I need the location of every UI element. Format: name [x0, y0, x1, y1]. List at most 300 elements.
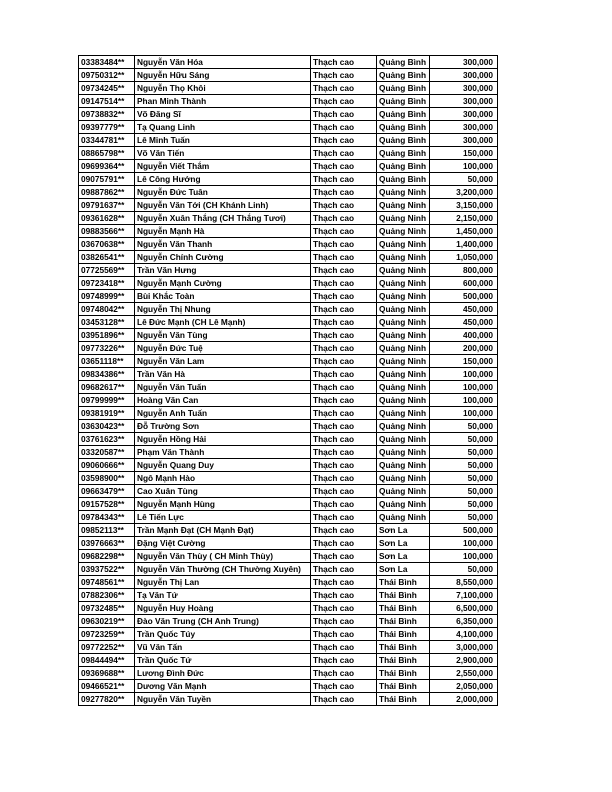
- name-cell: Lê Công Hướng: [135, 173, 311, 186]
- amount-cell: 50,000: [430, 563, 498, 576]
- name-cell: Nguyễn Văn Hóa: [135, 56, 311, 69]
- table-row: [79, 186, 498, 199]
- phone-cell: 09369688**: [79, 667, 135, 680]
- product-cell: Thạch cao: [311, 329, 377, 342]
- name-cell: Trần Mạnh Đạt (CH Mạnh Đạt): [135, 524, 311, 537]
- phone-cell: 09844494**: [79, 654, 135, 667]
- province-cell: Quảng Ninh: [377, 277, 430, 290]
- amount-cell: 300,000: [430, 56, 498, 69]
- phone-cell: 03598900**: [79, 472, 135, 485]
- amount-cell: 300,000: [430, 121, 498, 134]
- name-cell: Nguyễn Viết Thắm: [135, 160, 311, 173]
- amount-cell: 100,000: [430, 394, 498, 407]
- amount-cell: 300,000: [430, 134, 498, 147]
- product-cell: Thạch cao: [311, 641, 377, 654]
- product-cell: Thạch cao: [311, 615, 377, 628]
- name-cell: Lê Đức Mạnh (CH Lê Mạnh): [135, 316, 311, 329]
- table-row: [79, 381, 498, 394]
- name-cell: Nguyễn Văn Thùy ( CH Minh Thùy): [135, 550, 311, 563]
- amount-cell: 3,200,000: [430, 186, 498, 199]
- amount-cell: 3,000,000: [430, 641, 498, 654]
- table-row: [79, 589, 498, 602]
- amount-cell: 450,000: [430, 303, 498, 316]
- table-row: [79, 238, 498, 251]
- amount-cell: 1,450,000: [430, 225, 498, 238]
- phone-cell: 03453128**: [79, 316, 135, 329]
- name-cell: Trần Văn Hưng: [135, 264, 311, 277]
- phone-cell: 09887862**: [79, 186, 135, 199]
- name-cell: Nguyễn Hữu Sáng: [135, 69, 311, 82]
- name-cell: Nguyễn Quang Duy: [135, 459, 311, 472]
- product-cell: Thạch cao: [311, 56, 377, 69]
- amount-cell: 2,900,000: [430, 654, 498, 667]
- amount-cell: 50,000: [430, 459, 498, 472]
- name-cell: Trần Quốc Túy: [135, 628, 311, 641]
- name-cell: Nguyễn Xuân Thắng (CH Thắng Tươi): [135, 212, 311, 225]
- amount-cell: 4,100,000: [430, 628, 498, 641]
- province-cell: Thái Bình: [377, 589, 430, 602]
- table-row: [79, 82, 498, 95]
- name-cell: Lê Tiến Lực: [135, 511, 311, 524]
- amount-cell: 2,150,000: [430, 212, 498, 225]
- product-cell: Thạch cao: [311, 225, 377, 238]
- name-cell: Nguyễn Văn Lam: [135, 355, 311, 368]
- amount-cell: 800,000: [430, 264, 498, 277]
- province-cell: Quảng Ninh: [377, 238, 430, 251]
- province-cell: Thái Bình: [377, 602, 430, 615]
- province-cell: Quảng Ninh: [377, 264, 430, 277]
- name-cell: Phan Minh Thành: [135, 95, 311, 108]
- table-row: [79, 485, 498, 498]
- name-cell: Nguyễn Anh Tuấn: [135, 407, 311, 420]
- province-cell: Quảng Ninh: [377, 355, 430, 368]
- phone-cell: 09663479**: [79, 485, 135, 498]
- name-cell: Nguyễn Văn Thường (CH Thường Xuyên): [135, 563, 311, 576]
- product-cell: Thạch cao: [311, 628, 377, 641]
- phone-cell: 09738832**: [79, 108, 135, 121]
- table-row: [79, 264, 498, 277]
- table-row: [79, 316, 498, 329]
- phone-cell: 03976663**: [79, 537, 135, 550]
- province-cell: Thái Bình: [377, 667, 430, 680]
- table-row: [79, 394, 498, 407]
- name-cell: Nguyễn Văn Tới (CH Khánh Linh): [135, 199, 311, 212]
- phone-cell: 07725569**: [79, 264, 135, 277]
- phone-cell: 09723418**: [79, 277, 135, 290]
- product-cell: Thạch cao: [311, 355, 377, 368]
- phone-cell: 09750312**: [79, 69, 135, 82]
- phone-cell: 03826541**: [79, 251, 135, 264]
- table-row: [79, 160, 498, 173]
- name-cell: Phạm Văn Thành: [135, 446, 311, 459]
- phone-cell: 09682617**: [79, 381, 135, 394]
- amount-cell: 600,000: [430, 277, 498, 290]
- province-cell: Quảng Ninh: [377, 290, 430, 303]
- phone-cell: 03951896**: [79, 329, 135, 342]
- amount-cell: 100,000: [430, 160, 498, 173]
- product-cell: Thạch cao: [311, 407, 377, 420]
- phone-cell: 09381919**: [79, 407, 135, 420]
- table-row: [79, 212, 498, 225]
- phone-cell: 07882306**: [79, 589, 135, 602]
- province-cell: Quảng Ninh: [377, 381, 430, 394]
- table-row: [79, 355, 498, 368]
- phone-cell: 09834386**: [79, 368, 135, 381]
- province-cell: Quảng Ninh: [377, 498, 430, 511]
- name-cell: Nguyễn Thị Lan: [135, 576, 311, 589]
- product-cell: Thạch cao: [311, 160, 377, 173]
- product-cell: Thạch cao: [311, 433, 377, 446]
- amount-cell: 50,000: [430, 485, 498, 498]
- province-cell: Quảng Bình: [377, 147, 430, 160]
- name-cell: Tạ Văn Tứ: [135, 589, 311, 602]
- name-cell: Nguyễn Văn Tuấn: [135, 381, 311, 394]
- amount-cell: 2,550,000: [430, 667, 498, 680]
- amount-cell: 2,000,000: [430, 693, 498, 706]
- province-cell: Quảng Ninh: [377, 446, 430, 459]
- table-row: [79, 498, 498, 511]
- table-row: [79, 290, 498, 303]
- amount-cell: 50,000: [430, 498, 498, 511]
- product-cell: Thạch cao: [311, 316, 377, 329]
- province-cell: Quảng Bình: [377, 173, 430, 186]
- product-cell: Thạch cao: [311, 680, 377, 693]
- amount-cell: 300,000: [430, 82, 498, 95]
- province-cell: Quảng Ninh: [377, 472, 430, 485]
- product-cell: Thạch cao: [311, 602, 377, 615]
- product-cell: Thạch cao: [311, 69, 377, 82]
- table-row: [79, 56, 498, 69]
- amount-cell: 100,000: [430, 407, 498, 420]
- province-cell: Sơn La: [377, 524, 430, 537]
- province-cell: Quảng Ninh: [377, 329, 430, 342]
- product-cell: Thạch cao: [311, 472, 377, 485]
- province-cell: Quảng Bình: [377, 160, 430, 173]
- amount-cell: 6,350,000: [430, 615, 498, 628]
- name-cell: Trần Quốc Tứ: [135, 654, 311, 667]
- product-cell: Thạch cao: [311, 264, 377, 277]
- table-row: [79, 446, 498, 459]
- phone-cell: 09734245**: [79, 82, 135, 95]
- amount-cell: 100,000: [430, 537, 498, 550]
- product-cell: Thạch cao: [311, 576, 377, 589]
- phone-cell: 03344781**: [79, 134, 135, 147]
- province-cell: Quảng Ninh: [377, 459, 430, 472]
- product-cell: Thạch cao: [311, 667, 377, 680]
- phone-cell: 09784343**: [79, 511, 135, 524]
- province-cell: Thái Bình: [377, 680, 430, 693]
- table-row: [79, 693, 498, 706]
- phone-cell: 03651118**: [79, 355, 135, 368]
- name-cell: Nguyễn Mạnh Hùng: [135, 498, 311, 511]
- table-row: [79, 134, 498, 147]
- name-cell: Đào Văn Trung (CH Anh Trung): [135, 615, 311, 628]
- amount-cell: 50,000: [430, 433, 498, 446]
- product-cell: Thạch cao: [311, 446, 377, 459]
- phone-cell: 09277820**: [79, 693, 135, 706]
- product-cell: Thạch cao: [311, 186, 377, 199]
- province-cell: Quảng Bình: [377, 121, 430, 134]
- phone-cell: 09682298**: [79, 550, 135, 563]
- table-row: [79, 277, 498, 290]
- winners-table: [78, 55, 498, 706]
- amount-cell: 100,000: [430, 550, 498, 563]
- name-cell: Võ Văn Tiến: [135, 147, 311, 160]
- amount-cell: 6,500,000: [430, 602, 498, 615]
- amount-cell: 8,550,000: [430, 576, 498, 589]
- table-row: [79, 602, 498, 615]
- table-row: [79, 303, 498, 316]
- province-cell: Quảng Bình: [377, 69, 430, 82]
- phone-cell: 03320587**: [79, 446, 135, 459]
- table-row: [79, 108, 498, 121]
- province-cell: Quảng Ninh: [377, 342, 430, 355]
- product-cell: Thạch cao: [311, 420, 377, 433]
- product-cell: Thạch cao: [311, 173, 377, 186]
- table-row: [79, 69, 498, 82]
- product-cell: Thạch cao: [311, 537, 377, 550]
- table-row: [79, 667, 498, 680]
- product-cell: Thạch cao: [311, 368, 377, 381]
- amount-cell: 2,050,000: [430, 680, 498, 693]
- amount-cell: 300,000: [430, 95, 498, 108]
- product-cell: Thạch cao: [311, 82, 377, 95]
- table-row: [79, 251, 498, 264]
- amount-cell: 150,000: [430, 355, 498, 368]
- product-cell: Thạch cao: [311, 498, 377, 511]
- phone-cell: 09748561**: [79, 576, 135, 589]
- product-cell: Thạch cao: [311, 342, 377, 355]
- name-cell: Nguyễn Huy Hoàng: [135, 602, 311, 615]
- table-row: [79, 147, 498, 160]
- province-cell: Quảng Bình: [377, 134, 430, 147]
- province-cell: Quảng Ninh: [377, 199, 430, 212]
- name-cell: Nguyễn Hồng Hải: [135, 433, 311, 446]
- name-cell: Nguyễn Mạnh Hà: [135, 225, 311, 238]
- province-cell: Sơn La: [377, 537, 430, 550]
- product-cell: Thạch cao: [311, 108, 377, 121]
- amount-cell: 50,000: [430, 173, 498, 186]
- province-cell: Thái Bình: [377, 693, 430, 706]
- amount-cell: 300,000: [430, 108, 498, 121]
- product-cell: Thạch cao: [311, 459, 377, 472]
- phone-cell: 09883566**: [79, 225, 135, 238]
- table-row: [79, 563, 498, 576]
- province-cell: Thái Bình: [377, 654, 430, 667]
- province-cell: Thái Bình: [377, 615, 430, 628]
- table-row: [79, 407, 498, 420]
- province-cell: Sơn La: [377, 563, 430, 576]
- name-cell: Dương Văn Mạnh: [135, 680, 311, 693]
- table-row: [79, 368, 498, 381]
- product-cell: Thạch cao: [311, 485, 377, 498]
- product-cell: Thạch cao: [311, 199, 377, 212]
- name-cell: Nguyễn Văn Thanh: [135, 238, 311, 251]
- product-cell: Thạch cao: [311, 303, 377, 316]
- phone-cell: 03761623**: [79, 433, 135, 446]
- name-cell: Cao Xuân Tùng: [135, 485, 311, 498]
- name-cell: Đặng Việt Cường: [135, 537, 311, 550]
- table-row: [79, 524, 498, 537]
- amount-cell: 100,000: [430, 368, 498, 381]
- name-cell: Trần Văn Hà: [135, 368, 311, 381]
- table-row: [79, 199, 498, 212]
- phone-cell: 03383484**: [79, 56, 135, 69]
- amount-cell: 3,150,000: [430, 199, 498, 212]
- product-cell: Thạch cao: [311, 212, 377, 225]
- name-cell: Nguyễn Đức Tuân: [135, 186, 311, 199]
- product-cell: Thạch cao: [311, 121, 377, 134]
- table-row: [79, 550, 498, 563]
- province-cell: Thái Bình: [377, 641, 430, 654]
- table-row: [79, 641, 498, 654]
- product-cell: Thạch cao: [311, 238, 377, 251]
- product-cell: Thạch cao: [311, 147, 377, 160]
- amount-cell: 1,050,000: [430, 251, 498, 264]
- product-cell: Thạch cao: [311, 511, 377, 524]
- amount-cell: 7,100,000: [430, 589, 498, 602]
- phone-cell: 09773226**: [79, 342, 135, 355]
- province-cell: Quảng Ninh: [377, 420, 430, 433]
- amount-cell: 50,000: [430, 472, 498, 485]
- table-row: [79, 615, 498, 628]
- phone-cell: 09748042**: [79, 303, 135, 316]
- phone-cell: 09732485**: [79, 602, 135, 615]
- phone-cell: 09060666**: [79, 459, 135, 472]
- product-cell: Thạch cao: [311, 290, 377, 303]
- product-cell: Thạch cao: [311, 134, 377, 147]
- table-body: [79, 56, 498, 706]
- phone-cell: 03630423**: [79, 420, 135, 433]
- amount-cell: 400,000: [430, 329, 498, 342]
- name-cell: Nguyễn Thọ Khôi: [135, 82, 311, 95]
- name-cell: Đỗ Trường Sơn: [135, 420, 311, 433]
- province-cell: Quảng Ninh: [377, 316, 430, 329]
- table-row: [79, 420, 498, 433]
- amount-cell: 150,000: [430, 147, 498, 160]
- table-row: [79, 95, 498, 108]
- province-cell: Thái Bình: [377, 628, 430, 641]
- province-cell: Quảng Ninh: [377, 186, 430, 199]
- table-row: [79, 329, 498, 342]
- product-cell: Thạch cao: [311, 394, 377, 407]
- table-row: [79, 459, 498, 472]
- amount-cell: 50,000: [430, 420, 498, 433]
- phone-cell: 09397779**: [79, 121, 135, 134]
- name-cell: Tạ Quang Linh: [135, 121, 311, 134]
- name-cell: Nguyễn Chính Cường: [135, 251, 311, 264]
- province-cell: Quảng Ninh: [377, 407, 430, 420]
- amount-cell: 500,000: [430, 290, 498, 303]
- document-page: [78, 55, 497, 706]
- phone-cell: 09466521**: [79, 680, 135, 693]
- name-cell: Nguyễn Văn Tùng: [135, 329, 311, 342]
- phone-cell: 09157528**: [79, 498, 135, 511]
- product-cell: Thạch cao: [311, 654, 377, 667]
- name-cell: Bùi Khắc Toàn: [135, 290, 311, 303]
- province-cell: Quảng Ninh: [377, 368, 430, 381]
- amount-cell: 50,000: [430, 511, 498, 524]
- table-row: [79, 121, 498, 134]
- phone-cell: 09852113**: [79, 524, 135, 537]
- product-cell: Thạch cao: [311, 693, 377, 706]
- phone-cell: 09630219**: [79, 615, 135, 628]
- name-cell: Nguyễn Thị Nhung: [135, 303, 311, 316]
- product-cell: Thạch cao: [311, 277, 377, 290]
- product-cell: Thạch cao: [311, 550, 377, 563]
- amount-cell: 200,000: [430, 342, 498, 355]
- phone-cell: 09748999**: [79, 290, 135, 303]
- phone-cell: 09791637**: [79, 199, 135, 212]
- phone-cell: 09361628**: [79, 212, 135, 225]
- table-row: [79, 576, 498, 589]
- name-cell: Nguyễn Văn Tuyền: [135, 693, 311, 706]
- amount-cell: 50,000: [430, 446, 498, 459]
- province-cell: Quảng Ninh: [377, 433, 430, 446]
- phone-cell: 09799999**: [79, 394, 135, 407]
- table-row: [79, 537, 498, 550]
- province-cell: Quảng Ninh: [377, 212, 430, 225]
- phone-cell: 08865798**: [79, 147, 135, 160]
- amount-cell: 450,000: [430, 316, 498, 329]
- name-cell: Vũ Văn Tấn: [135, 641, 311, 654]
- province-cell: Quảng Bình: [377, 95, 430, 108]
- name-cell: Hoàng Văn Can: [135, 394, 311, 407]
- table-row: [79, 511, 498, 524]
- table-row: [79, 173, 498, 186]
- province-cell: Quảng Ninh: [377, 511, 430, 524]
- product-cell: Thạch cao: [311, 251, 377, 264]
- province-cell: Quảng Ninh: [377, 485, 430, 498]
- name-cell: Nguyễn Mạnh Cường: [135, 277, 311, 290]
- province-cell: Sơn La: [377, 550, 430, 563]
- phone-cell: 09723259**: [79, 628, 135, 641]
- product-cell: Thạch cao: [311, 95, 377, 108]
- province-cell: Quảng Ninh: [377, 303, 430, 316]
- amount-cell: 1,400,000: [430, 238, 498, 251]
- name-cell: Ngô Mạnh Hào: [135, 472, 311, 485]
- table-row: [79, 342, 498, 355]
- table-row: [79, 680, 498, 693]
- name-cell: Nguyễn Đức Tuệ: [135, 342, 311, 355]
- name-cell: Lê Minh Tuấn: [135, 134, 311, 147]
- province-cell: Quảng Ninh: [377, 251, 430, 264]
- product-cell: Thạch cao: [311, 524, 377, 537]
- name-cell: Võ Đăng Sĩ: [135, 108, 311, 121]
- province-cell: Thái Bình: [377, 576, 430, 589]
- phone-cell: 03937522**: [79, 563, 135, 576]
- phone-cell: 09147514**: [79, 95, 135, 108]
- amount-cell: 500,000: [430, 524, 498, 537]
- province-cell: Quảng Ninh: [377, 394, 430, 407]
- table-row: [79, 654, 498, 667]
- phone-cell: 09699364**: [79, 160, 135, 173]
- phone-cell: 03670638**: [79, 238, 135, 251]
- province-cell: Quảng Bình: [377, 108, 430, 121]
- province-cell: Quảng Ninh: [377, 225, 430, 238]
- table-row: [79, 433, 498, 446]
- table-row: [79, 628, 498, 641]
- amount-cell: 100,000: [430, 381, 498, 394]
- table-row: [79, 225, 498, 238]
- phone-cell: 09075791**: [79, 173, 135, 186]
- name-cell: Lương Đình Đức: [135, 667, 311, 680]
- phone-cell: 09772252**: [79, 641, 135, 654]
- product-cell: Thạch cao: [311, 589, 377, 602]
- province-cell: Quảng Bình: [377, 56, 430, 69]
- product-cell: Thạch cao: [311, 381, 377, 394]
- amount-cell: 300,000: [430, 69, 498, 82]
